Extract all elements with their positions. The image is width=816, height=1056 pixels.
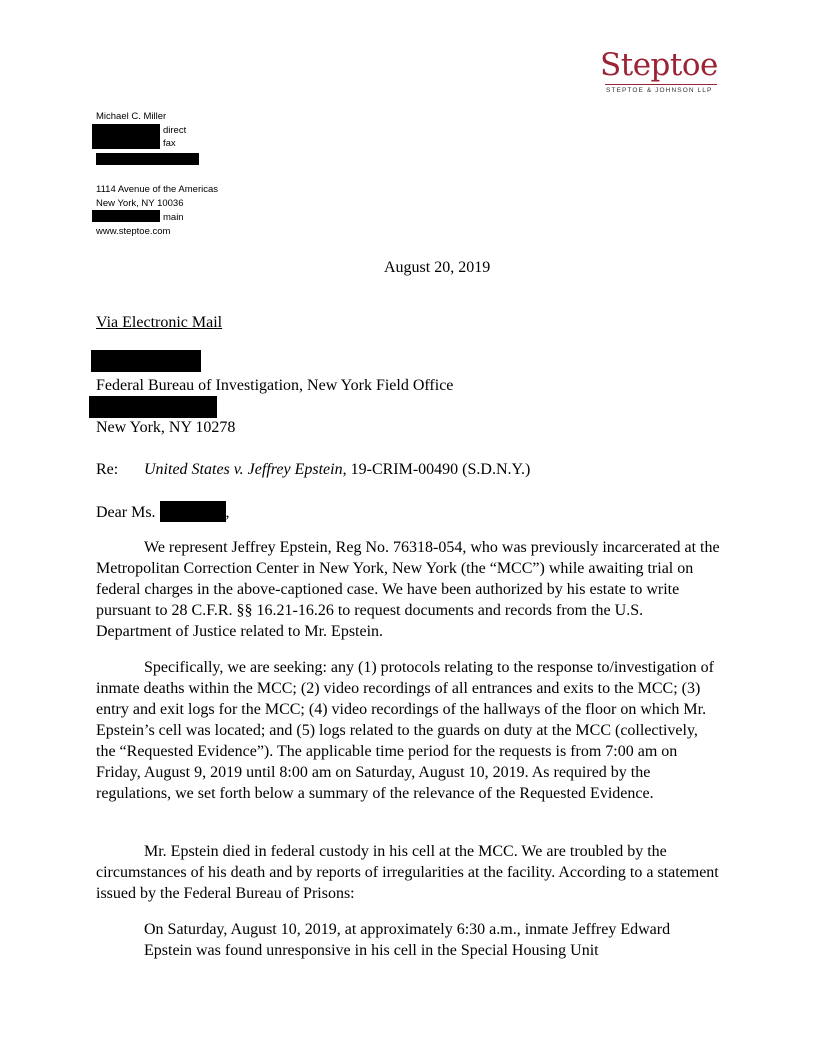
- letter-date: August 20, 2019: [384, 259, 491, 276]
- salutation-suffix: ,: [225, 504, 230, 521]
- paragraph-3-text: Mr. Epstein died in federal custody in his cell at the MCC. We are troubled by the circumstances of his death and by reports of irregularities at the facility. According to a statement issued by the Federal Bureau of Prisons:: [96, 843, 719, 902]
- block-quote-text: On Saturday, August 10, 2019, at approximately 6:30 a.m., inmate Jeffrey Edward Epstein was found unresponsive in his cell in the Special Housing Unit: [144, 921, 671, 959]
- logo-tagline: STEPTOE & JOHNSON LLP: [606, 87, 713, 94]
- sender-name: Michael C. Miller: [96, 111, 167, 122]
- paragraph-2-text: Specifically, we are seeking: any (1) protocols relating to the response to/investigation of inmate deaths within the MCC; (2) video recordings of all entrances and exits to the MCC; (3) entry and exit logs for the MCC; (4) video recordings of the hallways of the floor on which Mr. Epstein’s cell was located; and (5) logs related to the guards on duty at the MCC (collectively, the “Requested Evidence”). The applicable time period for the requests is from 7:00 am on Friday, August 9, 2019 until 8:00 am on Saturday, August 10, 2019. As required by the regulations, we set forth below a summary of the relevance of the Requested Evidence.: [96, 659, 714, 802]
- re-subject: [144, 459, 530, 480]
- redacted-recipient-name: [91, 350, 201, 372]
- paragraph-3: [96, 841, 720, 904]
- logo-wordmark: Steptoe: [600, 47, 718, 83]
- website: www.steptoe.com: [96, 226, 171, 237]
- case-title: United States v. Jeffrey Epstein: [144, 461, 343, 478]
- recipient-organization: Federal Bureau of Investigation, New York Field Office: [96, 377, 454, 394]
- case-number: , 19-CRIM-00490 (S.D.N.Y.): [342, 461, 531, 478]
- fax-label: fax: [163, 138, 176, 149]
- paragraph-1-text: We represent Jeffrey Epstein, Reg No. 76318-054, who was previously incarcerated at the Metropolitan Correction Center in New York, New York (the “MCC”) while awaiting trial on federal charges in the above-captioned case. We have been authorized by his estate to write pursuant to 28 C.F.R. §§ 16.21-16.26 to request documents and records from the U.S. Department of Justice related to Mr. Epstein.: [96, 539, 720, 640]
- logo-rule: [605, 84, 717, 85]
- salutation-prefix: Dear Ms.: [96, 504, 156, 521]
- redacted-phone-block: [92, 124, 160, 149]
- address-line-2: New York, NY 10036: [96, 198, 184, 209]
- delivery-method: Via Electronic Mail: [96, 314, 223, 331]
- redacted-email: [96, 153, 199, 165]
- block-quote: [144, 919, 720, 961]
- redacted-recipient-address: [89, 396, 217, 418]
- redacted-main-phone: [92, 210, 160, 222]
- direct-label: direct: [163, 125, 187, 136]
- main-label: main: [163, 212, 184, 223]
- paragraph-1: [96, 537, 720, 642]
- salutation: [96, 501, 230, 523]
- paragraph-2: [96, 657, 720, 804]
- steptoe-logo: [600, 47, 720, 94]
- address-line-1: 1114 Avenue of the Americas: [96, 184, 219, 195]
- re-label: Re:: [96, 461, 119, 478]
- recipient-city: New York, NY 10278: [96, 419, 236, 436]
- redacted-salutation-name: [160, 501, 226, 522]
